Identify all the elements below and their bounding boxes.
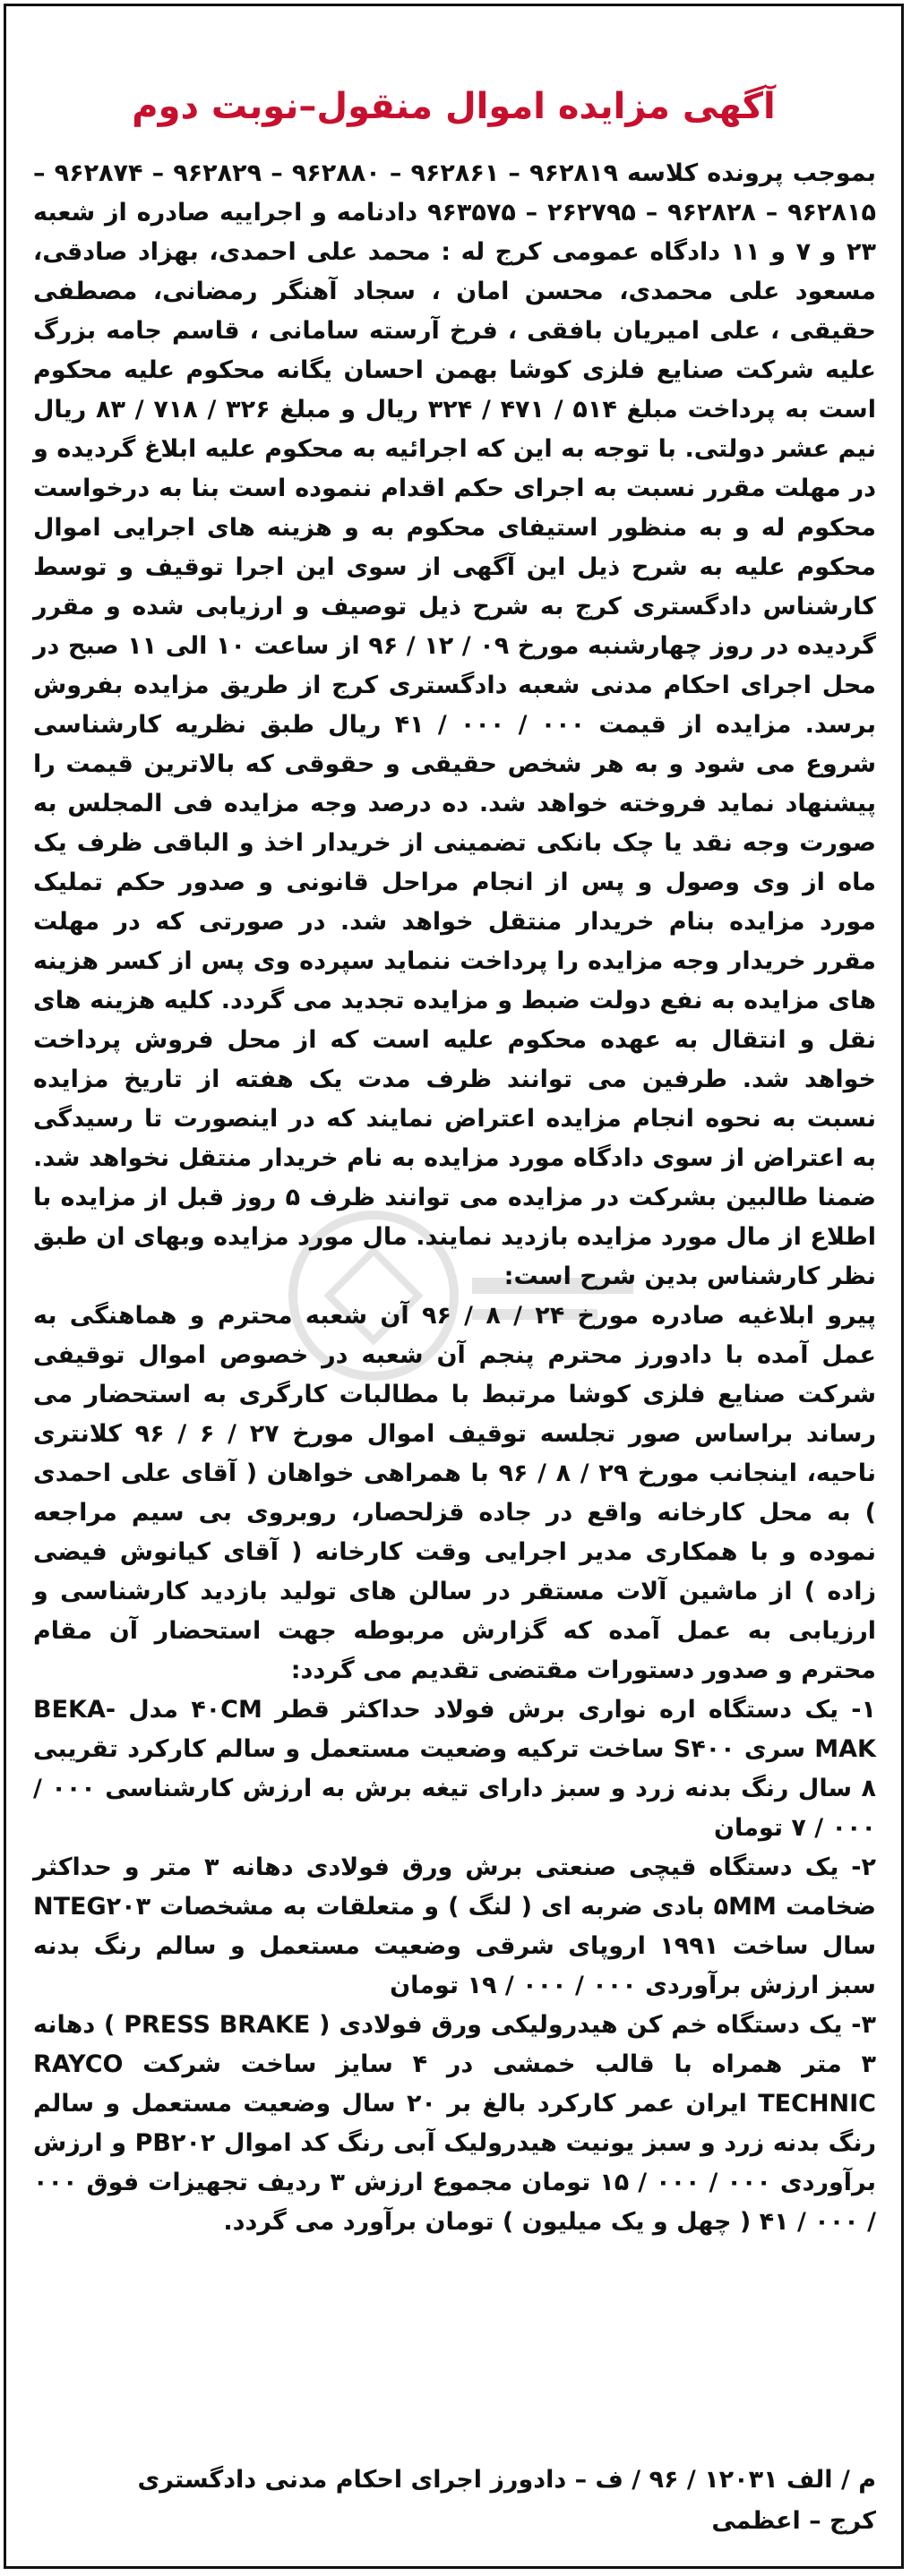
list-item: ۲- یک دستگاه قیچی صنعتی برش ورق فولادی دهانه ۳ متر و حداکثر ضخامت ۵MM بادی ضربه ای ( لنگ ) و متعلقات به مشخصات NTEG۲۰۳ سال ساخت ۱۹۹۱ اروپای شرقی وضعیت مستعمل و سالم رنگ بدنه سبز ارزش برآوردی ۰۰۰ / ۰۰۰ / ۱۹ تومان [33,1853,876,1999]
notice-body [33,154,876,2242]
list-item: ۱- یک دستگاه اره نواری برش فولاد حداکثر قطر ۴۰CM مدل BEKA-MAK سری S۴۰۰ ساخت ترکیه وضعیت مستعمل و سالم کارکرد تقریبی ۸ سال رنگ بدنه زرد و سبز دارای تیغه برش به ارزش کارشناسی ۰۰۰ / ۰۰۰ / ۷ تومان [33,1696,876,1842]
notice-title: آگهی مزایده اموال منقول–نوبت دوم [132,86,776,127]
footer-signature: کرج – اعظمی [711,2507,876,2535]
report-paragraph: پیرو ابلاغیه صادره مورخ ۲۴ / ۸ / ۹۶ آن شعبه محترم و هماهنگی به عمل آمده با دادورز محترم پنجم آن شعبه در خصوص اموال توقیفی شرکت صنایع فلزی کوشا مرتبط با مطالبات کارگری به استحضار می رساند براساس صور تجلسه توقیف اموال مورخ ۲۷ / ۶ / ۹۶ کلانتری ناحیه، اینجانب مورخ ۲۹ / ۸ / ۹۶ با همراهی خواهان ( آقای علی احمدی ) به محل کارخانه واقع در جاده قزلحصار، روبروی بی سیم مراجعه نموده و با همکاری مدیر اجرایی وقت کارخانه ( آقای کیانوش فیضی زاده ) از ماشین آلات مستقر در سالن های تولید بازدید کارشناسی و ارزیابی به عمل آمده که گزارش مربوطه جهت استحضار آن مقام محترم و صدور دستورات مقتضی تقدیم می گردد: [33,1302,876,1684]
notice-footer [33,2460,876,2542]
notice-frame [4,4,904,2569]
footer-reference: م / الف ۱۲۰۳۱ / ۹۶ / ف – دادورز اجرای احکام مدنی دادگستری [137,2466,876,2494]
list-item: ۳- یک دستگاه خم کن هیدرولیکی ورق فولادی ( PRESS BRAKE ) دهانه ۳ متر همراه با قالب خمشی در ۴ سایز ساخت شرکت RAYCO TECHNIC ایران عمر کارکرد بالغ بر ۲۰ سال وضعیت مستعمل و سالم رنگ بدنه زرد و سبز یونیت هیدرولیک آبی رنگ کد اموال PB۲۰۲ و ارزش برآوردی ۰۰۰ / ۰۰۰ / ۱۵ تومان مجموع ارزش ۳ ردیف تجهیزات فوق ۰۰۰ / ۰۰۰ / ۴۱ ( چهل و یک میلیون ) تومان برآورد می گردد. [33,2011,876,2236]
intro-paragraph: بموجب پرونده کلاسه ۹۶۲۸۱۹ – ۹۶۲۸۶۱ – ۹۶۲۸۸۰ – ۹۶۲۸۲۹ – ۹۶۲۸۷۴ – ۹۶۲۸۱۵ – ۹۶۲۸۲۸ – ۲۶۲۷۹۵ – ۹۶۳۵۷۵ دادنامه و اجراییه صادره از شعبه ۲۳ و ۷ و ۱۱ دادگاه عمومی کرج له : محمد علی احمدی، بهزاد صادقی، مسعود علی محمدی، محسن امان ، سجاد آهنگر رمضانی، مصطفی حقیقی ، علی امیریان بافقی ، فرخ آرسته سامانی ، قاسم جامه بزرگ علیه شرکت صنایع فلزی کوشا بهمن احسان یگانه محکوم علیه محکوم است به پرداخت مبلغ ۵۱۴ / ۴۷۱ / ۳۲۴ ریال و مبلغ ۳۲۶ / ۷۱۸ / ۸۳ ریال نیم عشر دولتی. با توجه به این که اجرائیه به محکوم علیه ابلاغ گردیده و در مهلت مقرر نسبت به اجرای حکم اقدام ننموده است بنا به درخواست محکوم له و به منظور استیفای محکوم به و هزینه های اجرایی اموال محکوم علیه به شرح ذیل این آگهی از سوی این اجرا توقیف و توسط کارشناس دادگستری کرج به شرح ذیل توصیف و ارزیابی شده و مقرر گردیده در روز چهارشنبه مورخ ۰۹ / ۱۲ / ۹۶ از ساعت ۱۰ الی ۱۱ صبح در محل اجرای احکام مدنی شعبه دادگستری کرج از طریق مزایده بفروش برسد. مزایده از قیمت ۰۰۰ / ۰۰۰ / ۴۱ ریال طبق نظریه کارشناسی شروع می شود و به هر شخص حقیقی و حقوقی که بالاترین قیمت را پیشنهاد نماید فروخته خواهد شد. ده درصد وجه مزایده فی المجلس به صورت وجه نقد یا چک بانکی تضمینی از خریدار اخذ و الباقی ظرف یک ماه از وی وصول و پس از انجام مراحل قانونی و صدور حکم تملیک مورد مزایده بنام خریدار منتقل خواهد شد. در صورتی که در مهلت مقرر خریدار وجه مزایده را پرداخت ننماید سپرده وی پس از کسر هزینه های مزایده به نفع دولت ضبط و مزایده تجدید می گردد. کلیه هزینه های نقل و انتقال به عهده محکوم علیه است که از محل فروش پرداخت خواهد شد. طرفین می توانند ظرف مدت یک هفته از تاریخ مزایده نسبت به نحوه انجام مزایده اعتراض نمایند که در اینصورت تا رسیدگی به اعتراض از سوی دادگاه مورد مزایده به نام خریدار منتقل نخواهد شد. ضمنا طالبین بشرکت در مزایده می توانند ظرف ۵ روز قبل از مزایده با اطلاع از مال مورد مزایده بازدید نمایند. مال مورد مزایده وبهای ان طبق نظر کارشناس بدین شرح است: [33,159,876,1290]
